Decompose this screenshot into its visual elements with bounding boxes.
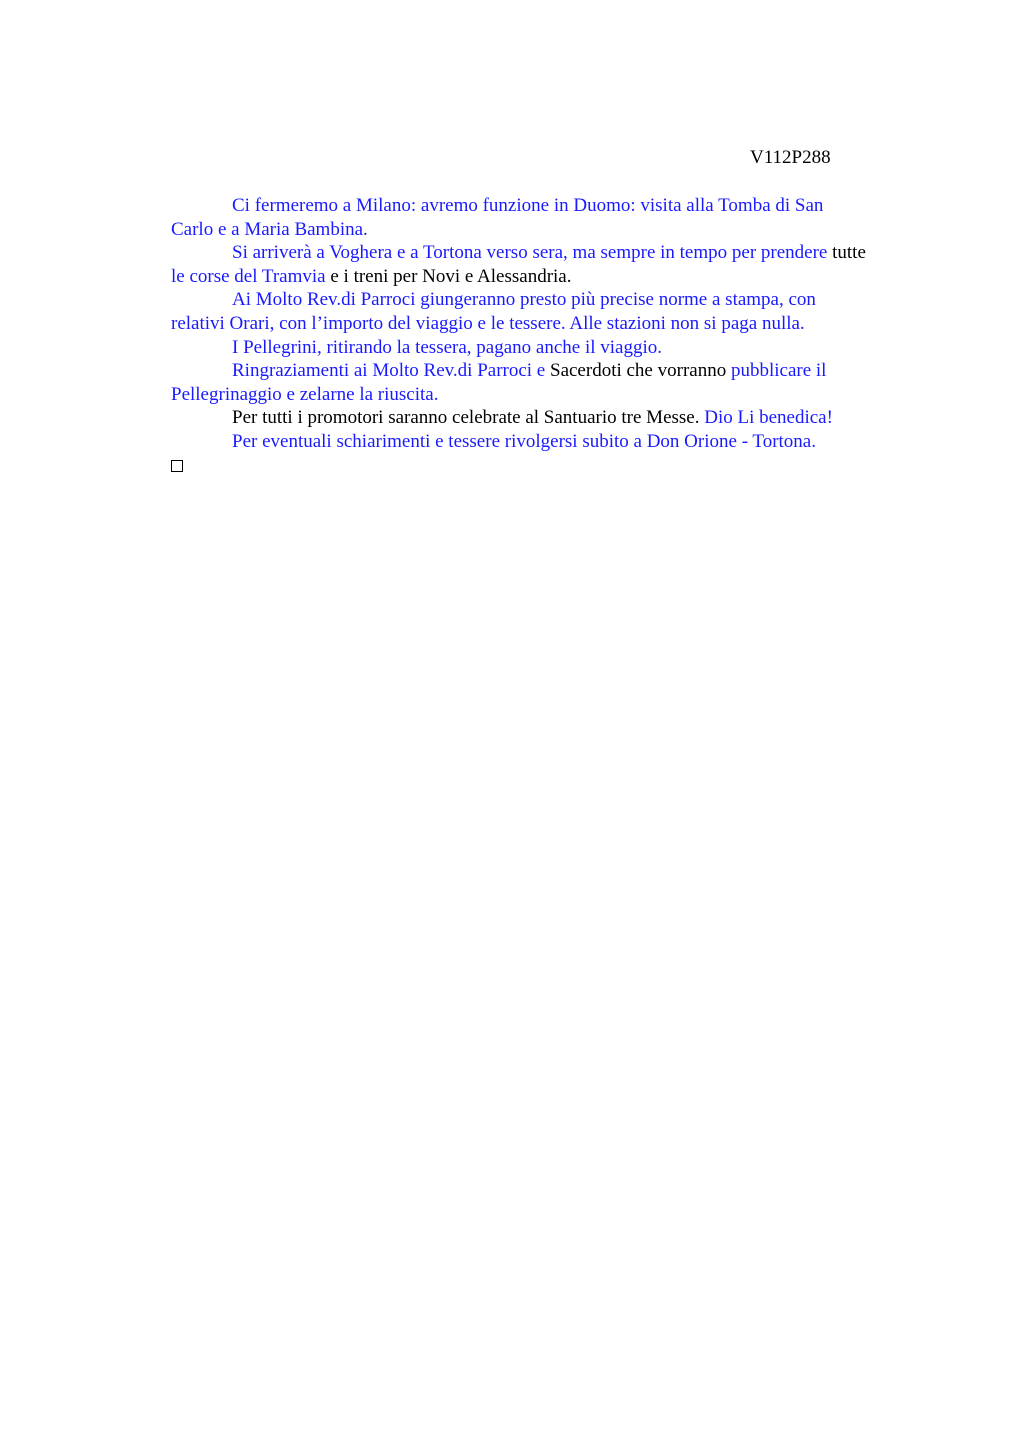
text-run: tutte	[827, 242, 866, 264]
text-run: relativi Orari, con l’importo del viaggio e le tessere. Alle stazioni non si paga nulla.	[171, 312, 805, 334]
document-body	[171, 194, 931, 478]
paragraph	[171, 406, 931, 430]
paragraph-continuation	[171, 218, 931, 242]
text-run: e i treni per Novi e Alessandria.	[325, 265, 572, 287]
checkbox-square-icon	[171, 460, 183, 472]
text-run: Per tutti i promotori saranno celebrate al Santuario tre Messe.	[232, 407, 700, 429]
text-run: Si arriverà a Voghera e a Tortona verso sera, ma sempre in tempo per prendere	[232, 242, 828, 264]
text-run: Pellegrinaggio e zelarne la riuscita.	[171, 383, 439, 405]
text-run: Sacerdoti che vorranno	[545, 360, 727, 382]
page-reference: V112P288	[750, 147, 831, 168]
paragraph	[171, 336, 931, 360]
text-run: Ringraziamenti ai Molto Rev.di Parroci e	[232, 360, 546, 382]
text-run: Dio Li benedica!	[699, 407, 833, 429]
text-run: Per eventuali schiarimenti e tessere rivolgersi subito a Don Orione - Tortona.	[232, 430, 816, 452]
paragraph	[171, 241, 931, 265]
paragraph-continuation	[171, 383, 931, 407]
text-run: Carlo e a Maria Bambina.	[171, 218, 368, 240]
paragraph	[171, 359, 931, 383]
text-run: I Pellegrini, ritirando la tessera, pagano anche il viaggio.	[232, 336, 662, 358]
text-run: Ai Molto Rev.di Parroci giungeranno presto più precise norme a stampa, con	[232, 289, 816, 311]
paragraph	[171, 430, 931, 454]
paragraph-continuation	[171, 312, 931, 336]
paragraph	[171, 288, 931, 312]
paragraph-continuation	[171, 265, 931, 289]
end-of-document-box	[171, 454, 931, 479]
text-run: le corse del Tramvia	[171, 265, 326, 287]
text-run: pubblicare il	[726, 360, 827, 382]
paragraph	[171, 194, 931, 218]
text-run: Ci fermeremo a Milano: avremo funzione in Duomo: visita alla Tomba di San	[232, 195, 824, 216]
